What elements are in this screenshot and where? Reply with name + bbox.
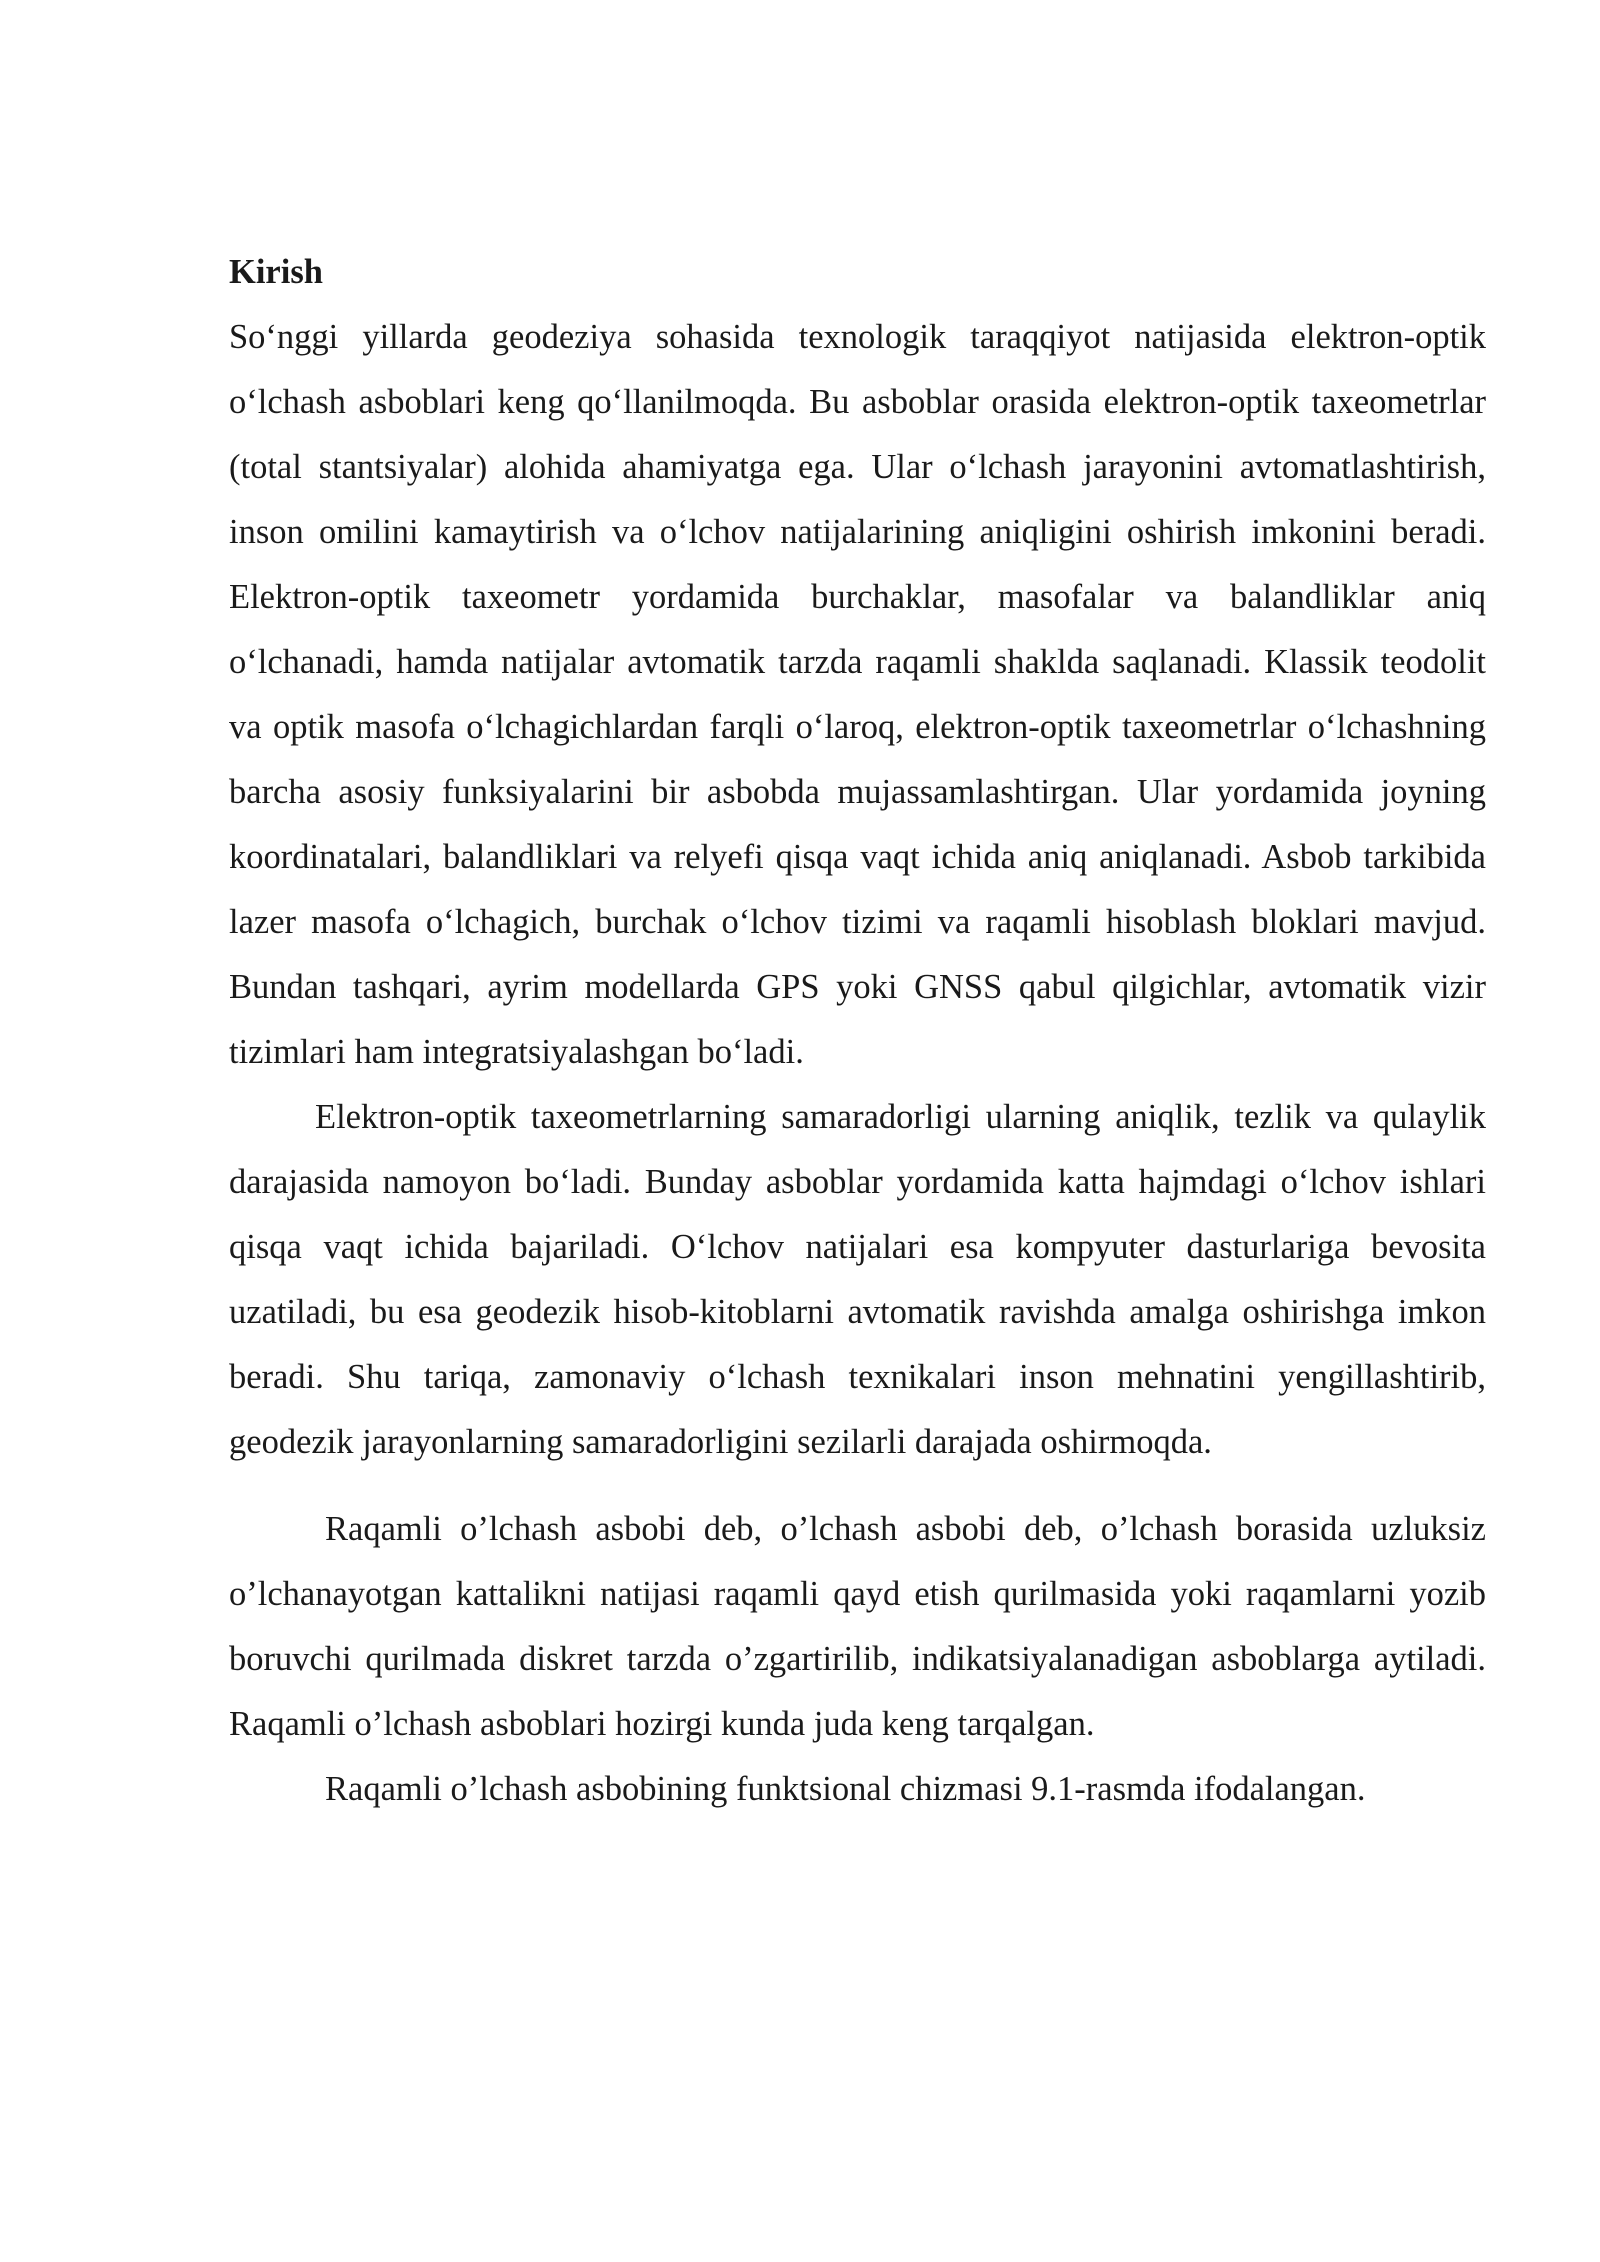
paragraph-intro: So‘nggi yillarda geodeziya sohasida texnologik taraqqiyot natijasida elektron-optik o‘lchash asboblari keng qo‘llanilmoqda. Bu asboblar orasida elektron-optik taxeometrlar (total stantsiyalar) alohida ahamiyatga ega. Ular o‘lchash jarayonini avtomatlashtirish, inson omilini kamaytirish va o‘lchov natijalarining aniqligini oshirish imkonini beradi. Elektron-optik taxeometr yordamida burchaklar, masofalar va balandliklar aniq o‘lchanadi, hamda natijalar avtomatik tarzda raqamli shaklda saqlanadi. Klassik teodolit va optik masofa o‘lchagichlardan farqli o‘laroq, elektron-optik taxeometrlar o‘lchashning barcha asosiy funksiyalarini bir asbobda mujassamlashtirgan. Ular yordamida joyning koordinatalari, balandliklari va relyefi qisqa vaqt ichida aniq aniqlanadi. Asbob tarkibida lazer masofa o‘lchagich, burchak o‘lchov tizimi va raqamli hisoblash bloklari mavjud. Bundan tashqari, ayrim modellarda GPS yoki GNSS qabul qilgichlar, avtomatik vizir tizimlari ham integratsiyalashgan bo‘ladi. xyxy=(229,318,1486,1071)
section-heading: Kirish xyxy=(229,253,323,291)
document-body xyxy=(229,240,1486,1822)
paragraph-digital-instruments: Raqamli o’lchash asbobi deb, o’lchash asbobi deb, o’lchash borasida uzluksiz o’lchanayotgan kattalikni natijasi raqamli qayd etish qurilmasida yoki raqamlarni yozib boruvchi qurilmada diskret tarzda o’zgartirilib, indikatsiyalanadigan asboblarga aytiladi. Raqamli o’lchash asboblari hozirgi kunda juda keng tarqalgan. xyxy=(229,1510,1486,1743)
paragraph-figure-reference: Raqamli o’lchash asbobining funktsional chizmasi 9.1-rasmda ifodalangan. xyxy=(325,1770,1366,1808)
paragraph-efficiency: Elektron-optik taxeometrlarning samaradorligi ularning aniqlik, tezlik va qulaylik darajasida namoyon bo‘ladi. Bunday asboblar yordamida katta hajmdagi o‘lchov ishlari qisqa vaqt ichida bajariladi. O‘lchov natijalari esa kompyuter dasturlariga bevosita uzatiladi, bu esa geodezik hisob-kitoblarni avtomatik ravishda amalga oshirishga imkon beradi. Shu tariqa, zamonaviy o‘lchash texnikalari inson mehnatini yengillashtirib, geodezik jarayonlarning samaradorligini sezilarli darajada oshirmoqda. xyxy=(229,1098,1486,1461)
